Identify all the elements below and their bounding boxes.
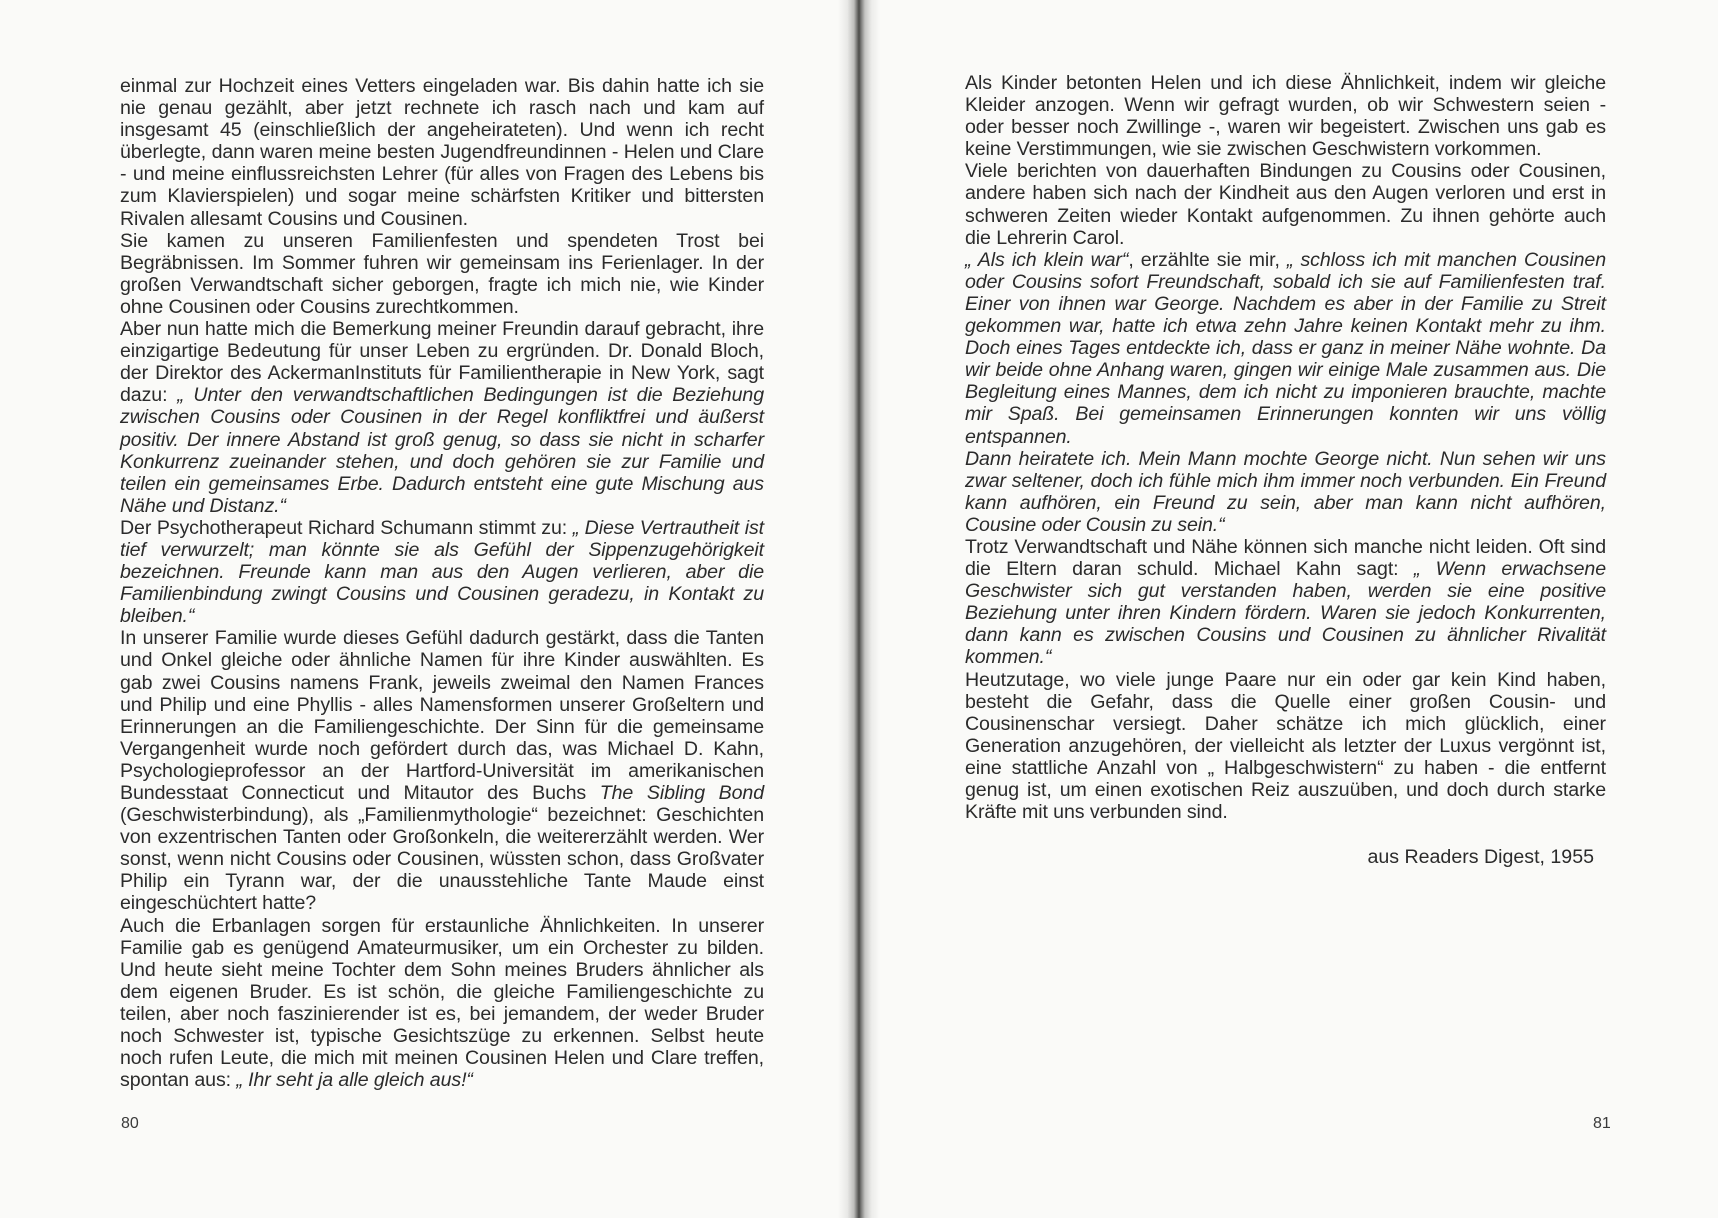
left-page-text bbox=[120, 75, 764, 1091]
paragraph bbox=[965, 669, 1606, 824]
left-page bbox=[0, 0, 852, 1218]
text-run: Heutzutage, wo viele junge Paare nur ein oder gar kein Kind haben, besteht die Gefahr, dass die Quelle einer großen Cousin- und Cousinenschar versiegt. Daher schätze ich mich glücklich, einer Generation anzugehören, der vielleicht als letzter der Luxus vergönnt ist, eine stattliche Anzahl von „ Halbgeschwistern“ zu haben - die entfernt genug ist, um einen exotischen Reiz auszuüben, und doch durch starke Kräfte mit uns verbunden sind. bbox=[965, 668, 1606, 824]
italic-text: „ Unter den verwandtschaftlichen Bedingungen ist die Beziehung zwischen Cousins oder Cousinen in der Regel konfliktfrei und äußerst positiv. Der innere Abstand ist groß genug, so dass sie nicht in scharfer Konkurrenz zueinander stehen, und doch gehören sie zur Familie und teilen ein gemeinsames Erbe. Dadurch entsteht eine gute Mischung aus Nähe und Distanz.“ bbox=[120, 384, 764, 517]
paragraph bbox=[120, 915, 764, 1092]
text-run: Trotz Verwandtschaft und Nähe können sich manche nicht leiden. Oft sind die Eltern daran schuld. Michael Kahn sagt: bbox=[965, 535, 1606, 581]
page-number-right: 81 bbox=[1593, 1115, 1611, 1132]
paragraph bbox=[120, 627, 764, 914]
italic-text: Dann heiratete ich. Mein Mann mochte George nicht. Nun sehen wir uns zwar seltener, doch ich fühle mich ihm immer noch verbunden. Ein Freund kann aufhören, ein Freund zu sein, aber man kann nicht aufhören, Cousine oder Cousin zu sein.“ bbox=[965, 447, 1606, 536]
italic-text: „ Wenn erwachsene Geschwister sich gut verstanden haben, werden sie eine positive Beziehung unter ihren Kindern fördern. Waren sie jedoch Konkurrenten, dann kann es zwischen Cousins und Cousinen zu ähnlicher Rivalität kommen.“ bbox=[965, 558, 1606, 669]
paragraph bbox=[965, 536, 1606, 669]
text-run: Viele berichten von dauerhaften Bindungen zu Cousins oder Cousinen, andere haben sich nach der Kindheit aus den Augen verloren und erst in schweren Zeiten wieder Kontakt aufgenommen. Zu ihnen gehörte auch die Lehrerin Carol. bbox=[965, 160, 1606, 249]
source-attribution: aus Readers Digest, 1955 bbox=[1367, 846, 1594, 868]
paragraph bbox=[120, 75, 764, 230]
text-run: Aber nun hatte mich die Bemerkung meiner Freundin darauf gebracht, ihre einzigartige Bedeutung für unser Leben zu ergründen. Dr. Donald Bloch, der Direktor des AckermanInstituts für Familientherapie in New York, sagt dazu: bbox=[120, 318, 764, 407]
italic-text: The Sibling Bond bbox=[599, 782, 764, 804]
paragraph bbox=[965, 160, 1606, 248]
text-run: Der Psychotherapeut Richard Schumann stimmt zu: bbox=[120, 516, 573, 539]
italic-text: „ Diese Vertrautheit ist tief verwurzelt; man könnte sie als Gefühl der Sippenzugehörigkeit bezeichnen. Freunde kann man aus den Augen verlieren, aber die Familienbindung zwingt Cousins und Cousinen geradezu, in Kontakt zu bleiben.“ bbox=[120, 516, 764, 628]
italic-text: „ Als ich klein war“ bbox=[965, 248, 1129, 271]
paragraph bbox=[120, 517, 764, 627]
paragraph bbox=[965, 72, 1606, 160]
text-run: Auch die Erbanlagen sorgen für erstaunliche Ähnlichkeiten. In unserer Familie gab es genügend Amateurmusiker, um ein Orchester zu bilden. Und heute sieht meine Tochter dem Sohn meines Bruders ähnlicher als dem eigenen Bruder. Es ist schön, die gleiche Familiengeschichte zu teilen, aber noch faszinierender ist es, bei jemandem, der weder Bruder noch Schwester ist, typische Gesichtszüge zu erkennen. Selbst heute noch rufen Leute, die mich mit meinen Cousinen Helen und Clare treffen, spontan aus: bbox=[120, 914, 764, 1092]
right-page bbox=[866, 0, 1718, 1218]
italic-text: „ Ihr seht ja alle gleich aus!“ bbox=[236, 1069, 473, 1092]
text-run: Sie kamen zu unseren Familienfesten und spendeten Trost bei Begräbnissen. Im Sommer fuhren wir gemeinsam ins Ferienlager. In der großen Verwandtschaft sicher geborgen, fragte ich mich nie, wie Kinder ohne Cousinen oder Cousins zurechtkommen. bbox=[120, 229, 764, 318]
text-run: , erzählte sie mir, bbox=[1128, 248, 1287, 271]
paragraph bbox=[965, 249, 1606, 448]
text-run: einmal zur Hochzeit eines Vetters eingeladen war. Bis dahin hatte ich sie nie genau gezählt, aber jetzt rechnete ich rasch nach und kam auf insgesamt 45 (einschließlich der angeheirateten). Und wenn ich recht überlegte, dann waren meine besten Jugendfreundinnen - Helen und Clare - und meine einflussreichsten Lehrer (für alles von Fragen des Lebens bis zum Klavierspielen) und sogar meine schärfsten Kritiker und bittersten Rivalen allesamt Cousins und Cousinen. bbox=[120, 75, 764, 230]
text-run: In unserer Familie wurde dieses Gefühl dadurch gestärkt, dass die Tanten und Onkel gleiche oder ähnliche Namen für ihre Kinder auswählten. Es gab zwei Cousins namens Frank, jeweils zweimal den Namen Frances und Philip und eine Phyllis - alles Namensformen unserer Großeltern und Erinnerungen an die Familiengeschichte. Der Sinn für die gemeinsame Vergangenheit wurde noch gefördert durch das, was Michael D. Kahn, Psychologieprofessor an der Hartford-Universität im amerikanischen Bundesstaat Connecticut und Mitautor des Buchs bbox=[120, 627, 764, 804]
right-page-text bbox=[965, 72, 1606, 823]
paragraph bbox=[120, 318, 764, 517]
text-run: Als Kinder betonten Helen und ich diese Ähnlichkeit, indem wir gleiche Kleider anzogen. Wenn wir gefragt wurden, ob wir Schwestern seien - oder besser noch Zwillinge -, waren wir begeistert. Zwischen uns gab es keine Verstimmungen, wie sie zwischen Geschwistern vorkommen. bbox=[965, 72, 1606, 161]
italic-text: „ schloss ich mit manchen Cousinen oder Cousins sofort Freundschaft, sobald ich sie auf Familienfesten traf. Einer von ihnen war George. Nachdem es aber in der Familie zu Streit gekommen war, hatte ich etwa zehn Jahre keinen Kontakt mehr zu ihm. Doch eines Tages entdeckte ich, dass er ganz in meiner Nähe wohnte. Da wir beide ohne Anhang waren, gingen wir einige Male zusammen aus. Die Begleitung eines Mannes, dem ich nicht zu imponieren brauchte, machte mir Spaß. Bei gemeinsamen Erinnerungen konnten wir uns völlig entspannen. bbox=[965, 248, 1606, 448]
book-gutter bbox=[838, 0, 880, 1218]
paragraph bbox=[120, 230, 764, 318]
page-number-left: 80 bbox=[121, 1115, 139, 1132]
paragraph bbox=[965, 448, 1606, 536]
text-run: (Geschwisterbindung), als „Familienmythologie“ bezeichnet: Geschichten von exzentrischen Tanten oder Großonkeln, die weitererzählt werden. Wer sonst, wenn nicht Cousins oder Cousinen, wüssten schon, dass Großvater Philip ein Tyrann war, der die unausstehliche Tante Maude einst eingeschüchtert hatte? bbox=[120, 804, 764, 915]
